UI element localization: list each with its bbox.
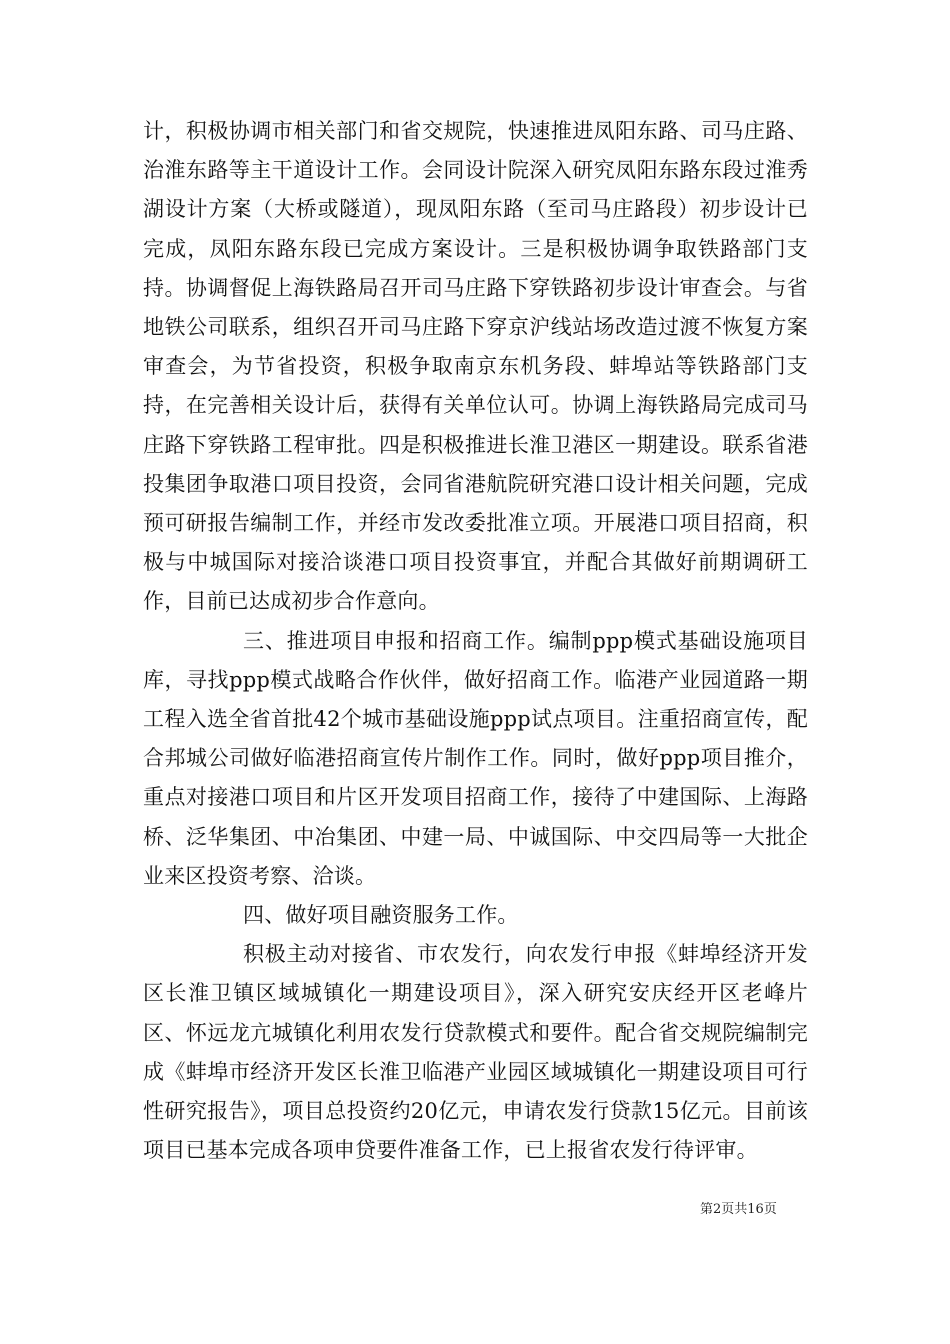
paragraph-section-four: 积极主动对接省、市农发行，向农发行申报《蚌埠经济开发区长淮卫镇区域城镇化一期建设项目》，深入研究安庆经开区老峰片区、怀远龙亢城镇化利用农发行贷款模式和要件。配合省交规院编制完成《蚌埠市经济开发区长淮卫临港产业园区域城镇化一期建设项目可行性研究报告》，项目总投资约20亿元，申请农发行贷款15亿元。目前该项目已基本完成各项申贷要件准备工作，已上报省农发行待评审。	[143, 942, 808, 1163]
page-number: 第2页共16页	[700, 1202, 777, 1217]
heading-section-four: 四、做好项目融资服务工作。	[243, 903, 519, 928]
paragraph-continuation: 计，积极协调市相关部门和省交规院，快速推进凤阳东路、司马庄路、治淮东路等主干道设计工作。会同设计院深入研究凤阳东路东段过淮秀湖设计方案（大桥或隧道），现凤阳东路（至司马庄路段）初步设计已完成，凤阳东路东段已完成方案设计。三是积极协调争取铁路部门支持。协调督促上海铁路局召开司马庄路下穿铁路初步设计审查会。与省地铁公司联系，组织召开司马庄路下穿京沪线站场改造过渡不恢复方案审查会，为节省投资，积极争取南京东机务段、蚌埠站等铁路部门支持，在完善相关设计后，获得有关单位认可。协调上海铁路局完成司马庄路下穿铁路工程审批。四是积极推进长淮卫港区一期建设。联系省港投集团争取港口项目投资，会同省港航院研究港口设计相关问题，完成预可研报告编制工作，并经市发改委批准立项。开展港口项目招商，积极与中城国际对接洽谈港口项目投资事宜，并配合其做好前期调研工作，目前已达成初步合作意向。	[143, 119, 808, 614]
body-text	[143, 112, 808, 1170]
paragraph-section-three: 三、推进项目申报和招商工作。编制ppp模式基础设施项目库，寻找ppp模式战略合作伙伴，做好招商工作。临港产业园道路一期工程入选全省首批42个城市基础设施ppp试点项目。注重招商宣传，配合邦城公司做好临港招商宣传片制作工作。同时，做好ppp项目推介，重点对接港口项目和片区开发项目招商工作，接待了中建国际、上海路桥、泛华集团、中冶集团、中建一局、中诚国际、中交四局等一大批企业来区投资考察、洽谈。	[143, 628, 808, 888]
